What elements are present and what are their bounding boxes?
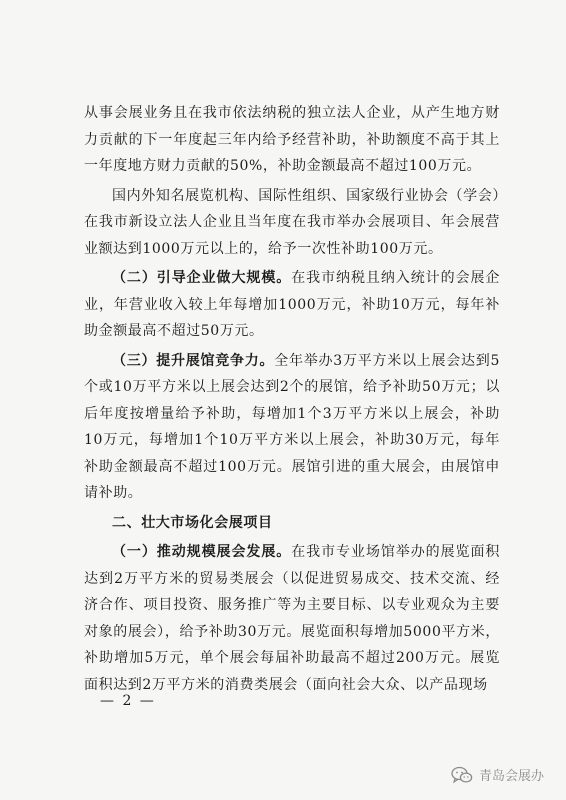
- section-lead-venue: （三）提升展馆竞争力。: [112, 352, 275, 369]
- section-body-large-exhibitions: 在我市专业场馆举办的展览面积达到2万平方米的贸易类展会（以促进贸易成交、技术交流、经济合作、项目投资、服务推广等为主要目标、以专业观众为主要对象的展会），给予补助30万元。展览面积每增加5000平方米，补助增加5万元，单个展会每届补助最高不超过200万元。展览面积达到2万平方米的消费类展会（面向社会大众、以产品现场: [84, 544, 500, 693]
- section-lead-scale-up: （二）引导企业做大规模。: [112, 270, 292, 286]
- paragraph-venue-competitiveness: [84, 348, 500, 507]
- document-body: [84, 100, 500, 701]
- section-body-scale-up: 在我市纳税且纳入统计的会展企业，年营业收入较上年每增加1000万元，补助10万元，每年补助金额最高不超过50万元。: [84, 270, 500, 339]
- page-number: — 2 —: [100, 693, 156, 709]
- paragraph-scale-up: [84, 265, 500, 345]
- watermark: [451, 765, 544, 784]
- paragraph-large-exhibitions: [84, 539, 500, 698]
- section-heading-market-projects: 二、壮大市场化会展项目: [112, 514, 273, 531]
- section-body-venue: 全年举办3万平方米以上展会达到5个或10万平方米以上展会达到2个的展馆，给予补助50万元；以后年度按增量给予补助，每增加1个3万平方米以上展会，补助10万元，每增加1个10万平方米以上展会，补助30万元，每年补助金额最高不超过100万元。展馆引进的重大展会，由展馆申请补助。: [84, 352, 500, 501]
- wechat-icon: [451, 766, 473, 784]
- section-lead-large-exhibitions: （一）推动规模展会发展。: [112, 544, 292, 560]
- paragraph-famous-institutions: 国内外知名展览机构、国际性组织、国家级行业协会（学会）在我市新设立法人企业且当年度在我市举办会展项目、年会展营业额达到1000万元以上的，给予一次性补助100万元。: [84, 187, 500, 257]
- watermark-text: 青岛会展办: [478, 769, 544, 784]
- paragraph-operating-subsidy: 从事会展业务且在我市依法纳税的独立法人企业，从产生地方财力贡献的下一年度起三年内给予经营补助，补助额度不高于其上一年度地方财力贡献的50%，补助金额最高不超过100万元。: [84, 105, 500, 174]
